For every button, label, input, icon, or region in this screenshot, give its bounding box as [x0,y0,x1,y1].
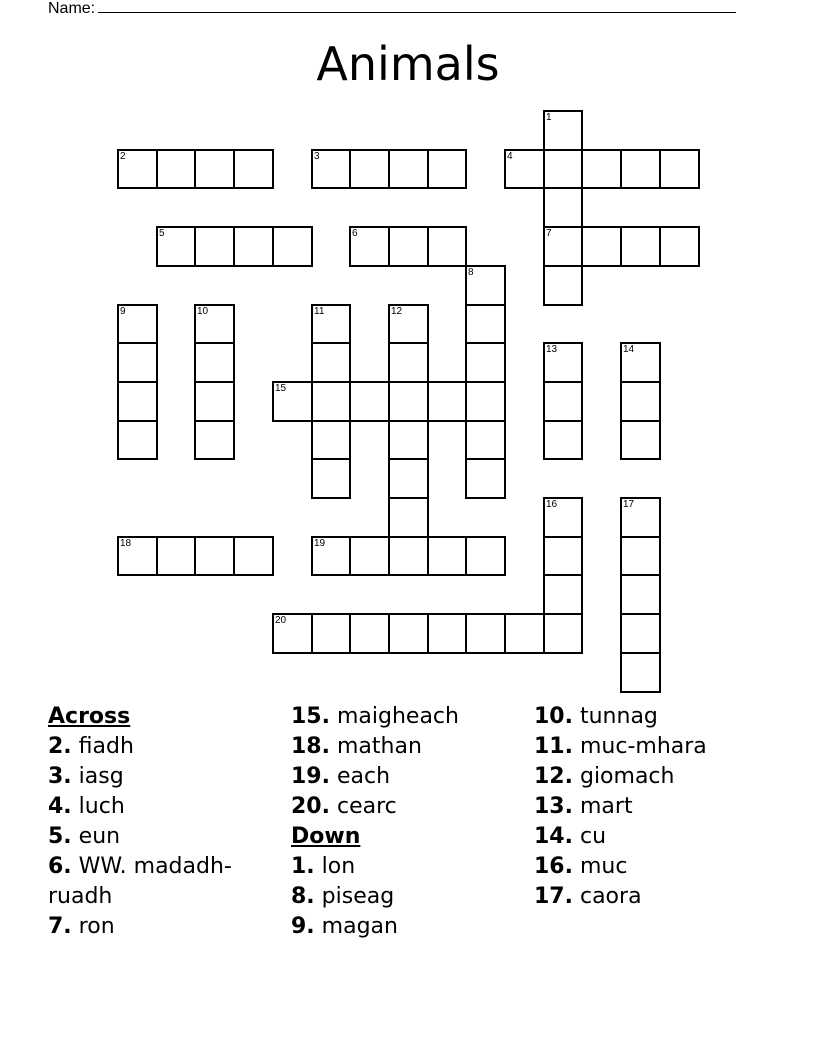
clue-item-text: muc [579,854,628,879]
grid-cell[interactable] [272,381,313,422]
grid-cell[interactable] [581,226,622,267]
grid-cell[interactable] [117,149,158,189]
clue-item [48,732,288,762]
grid-cell[interactable] [117,536,158,576]
clue-item-text: iasg [78,764,124,789]
grid-cell[interactable] [659,149,700,189]
grid-cell[interactable] [311,420,351,460]
clue-item-text: giomach [579,764,675,789]
clue-item [291,792,531,822]
grid-cell[interactable] [194,226,235,267]
clue-item [48,852,288,912]
clue-number: 5 [159,228,165,239]
grid-cell[interactable] [620,652,661,693]
grid-cell[interactable] [427,381,467,422]
grid-cell[interactable] [543,265,583,306]
grid-cell[interactable] [388,613,429,654]
clue-number: 17 [623,499,635,510]
clue-item-number: 18. [291,734,330,759]
grid-cell[interactable] [659,226,700,267]
grid-cell[interactable] [465,265,506,306]
grid-cell[interactable] [465,613,506,654]
clue-item-text: cearc [336,794,397,819]
clue-item [48,822,288,852]
clues-column-2 [291,702,531,942]
clue-item-number: 5. [48,824,72,849]
grid-cell[interactable] [465,342,506,383]
grid-cell[interactable] [311,342,351,383]
grid-cell[interactable] [543,342,583,383]
grid-cell[interactable] [427,613,467,654]
grid-cell[interactable] [194,420,235,460]
clue-item-number: 11. [534,734,573,759]
clue-number: 8 [468,267,474,278]
clue-item-text: eun [78,824,121,849]
grid-cell[interactable] [156,226,196,267]
puzzle-title: Animals [316,37,500,91]
grid-cell[interactable] [620,574,661,615]
grid-cell[interactable] [620,497,661,538]
grid-cell[interactable] [427,536,467,576]
grid-cell[interactable] [620,342,661,383]
grid-cell[interactable] [465,304,506,344]
grid-cell[interactable] [156,149,196,189]
clue-item [48,792,288,822]
clue-item-text: piseag [321,884,395,909]
grid-cell[interactable] [117,304,158,344]
clue-number: 12 [391,306,403,317]
grid-cell[interactable] [543,613,583,654]
grid-cell[interactable] [427,226,467,267]
grid-cell[interactable] [233,226,274,267]
grid-cell[interactable] [349,536,390,576]
clue-item-text: ron [78,914,115,939]
clue-item-text: fiadh [78,734,134,759]
grid-cell[interactable] [272,613,313,654]
grid-cell[interactable] [117,420,158,460]
grid-cell[interactable] [311,381,351,422]
clue-item [291,882,531,912]
grid-cell[interactable] [543,187,583,228]
clue-item-number: 13. [534,794,573,819]
grid-cell[interactable] [504,613,545,654]
clue-number: 9 [120,306,126,317]
clues-column-3 [534,702,774,912]
clue-item [48,762,288,792]
clue-item-number: 2. [48,734,72,759]
clue-item-number: 9. [291,914,315,939]
clue-item-text: WW. madadh-ruadh [48,854,232,909]
clue-item-text: mathan [336,734,422,759]
grid-cell[interactable] [311,149,351,189]
grid-cell[interactable] [620,420,661,460]
grid-cell[interactable] [543,381,583,422]
clue-item-text: lon [321,854,356,879]
grid-cell[interactable] [311,458,351,499]
grid-cell[interactable] [620,536,661,576]
grid-cell[interactable] [194,342,235,383]
clue-item-number: 1. [291,854,315,879]
clue-number: 16 [546,499,558,510]
grid-cell[interactable] [543,574,583,615]
grid-cell[interactable] [581,149,622,189]
clue-item [291,702,531,732]
grid-cell[interactable] [194,536,235,576]
clue-item [534,882,774,912]
clue-item-text: caora [579,884,642,909]
grid-cell[interactable] [194,304,235,344]
clue-number: 15 [275,383,287,394]
clues-heading-down: Down [291,824,361,849]
grid-cell[interactable] [543,497,583,538]
grid-cell[interactable] [465,420,506,460]
grid-cell[interactable] [388,304,429,344]
grid-cell[interactable] [543,110,583,151]
grid-cell[interactable] [233,149,274,189]
grid-cell[interactable] [233,536,274,576]
grid-cell[interactable] [620,226,661,267]
clue-item-text: tunnag [579,704,658,729]
clue-item [534,762,774,792]
clue-number: 11 [314,306,325,317]
clue-number: 18 [120,538,132,549]
grid-cell[interactable] [620,381,661,422]
clue-item-number: 19. [291,764,330,789]
clue-number: 1 [546,112,552,123]
clue-number: 19 [314,538,326,549]
clue-item-number: 16. [534,854,573,879]
clue-item [48,912,288,942]
grid-cell[interactable] [349,381,390,422]
grid-cell[interactable] [117,342,158,383]
grid-cell[interactable] [388,381,429,422]
grid-cell[interactable] [388,420,429,460]
grid-cell[interactable] [388,536,429,576]
grid-cell[interactable] [388,226,429,267]
clue-item-text: maigheach [336,704,459,729]
grid-cell[interactable] [543,149,583,189]
clue-number: 20 [275,615,287,626]
clue-number: 6 [352,228,358,239]
clue-item-text: magan [321,914,398,939]
clue-item-number: 8. [291,884,315,909]
clue-item-text: luch [78,794,125,819]
clue-item-text: cu [579,824,607,849]
grid-cell[interactable] [388,458,429,499]
grid-cell[interactable] [543,226,583,267]
clue-item-number: 14. [534,824,573,849]
clue-item-number: 17. [534,884,573,909]
grid-cell[interactable] [311,613,351,654]
clues-heading-across: Across [48,704,131,729]
grid-cell[interactable] [543,420,583,460]
grid-cell[interactable] [194,381,235,422]
grid-cell[interactable] [156,536,196,576]
clue-item [534,792,774,822]
clue-item-text: mart [579,794,633,819]
grid-cell[interactable] [388,149,429,189]
grid-cell[interactable] [349,226,390,267]
grid-cell[interactable] [388,342,429,383]
clue-item-number: 4. [48,794,72,819]
clue-item-text: muc-mhara [579,734,707,759]
clue-item-number: 12. [534,764,573,789]
clue-number: 10 [197,306,209,317]
clue-number: 2 [120,151,126,162]
clue-item [534,732,774,762]
clue-item [291,852,531,882]
clue-item [534,852,774,882]
grid-cell[interactable] [620,149,661,189]
clue-item-number: 15. [291,704,330,729]
clue-number: 13 [546,344,558,355]
clue-item [534,822,774,852]
grid-cell[interactable] [388,497,429,538]
grid-cell[interactable] [465,536,506,576]
clue-item-text: each [336,764,391,789]
grid-cell[interactable] [349,149,390,189]
grid-cell[interactable] [117,381,158,422]
grid-cell[interactable] [272,226,313,267]
clue-item-number: 7. [48,914,72,939]
name-label: Name: [48,0,96,17]
clue-item-number: 20. [291,794,330,819]
clue-number: 3 [314,151,320,162]
clue-item-number: 10. [534,704,573,729]
clue-number: 14 [623,344,635,355]
grid-cell[interactable] [543,536,583,576]
grid-cell[interactable] [465,381,506,422]
clues-column-1 [48,702,288,942]
clue-item [291,762,531,792]
clue-item [291,912,531,942]
clue-item-number: 6. [48,854,72,879]
clue-number: 7 [546,228,552,239]
grid-cell[interactable] [311,304,351,344]
grid-cell[interactable] [349,613,390,654]
clue-number: 4 [507,151,513,162]
grid-cell[interactable] [504,149,545,189]
grid-cell[interactable] [311,536,351,576]
clue-item-number: 3. [48,764,72,789]
grid-cell[interactable] [465,458,506,499]
grid-cell[interactable] [620,613,661,654]
clue-item [534,702,774,732]
clue-item [291,732,531,762]
grid-cell[interactable] [194,149,235,189]
grid-cell[interactable] [427,149,467,189]
